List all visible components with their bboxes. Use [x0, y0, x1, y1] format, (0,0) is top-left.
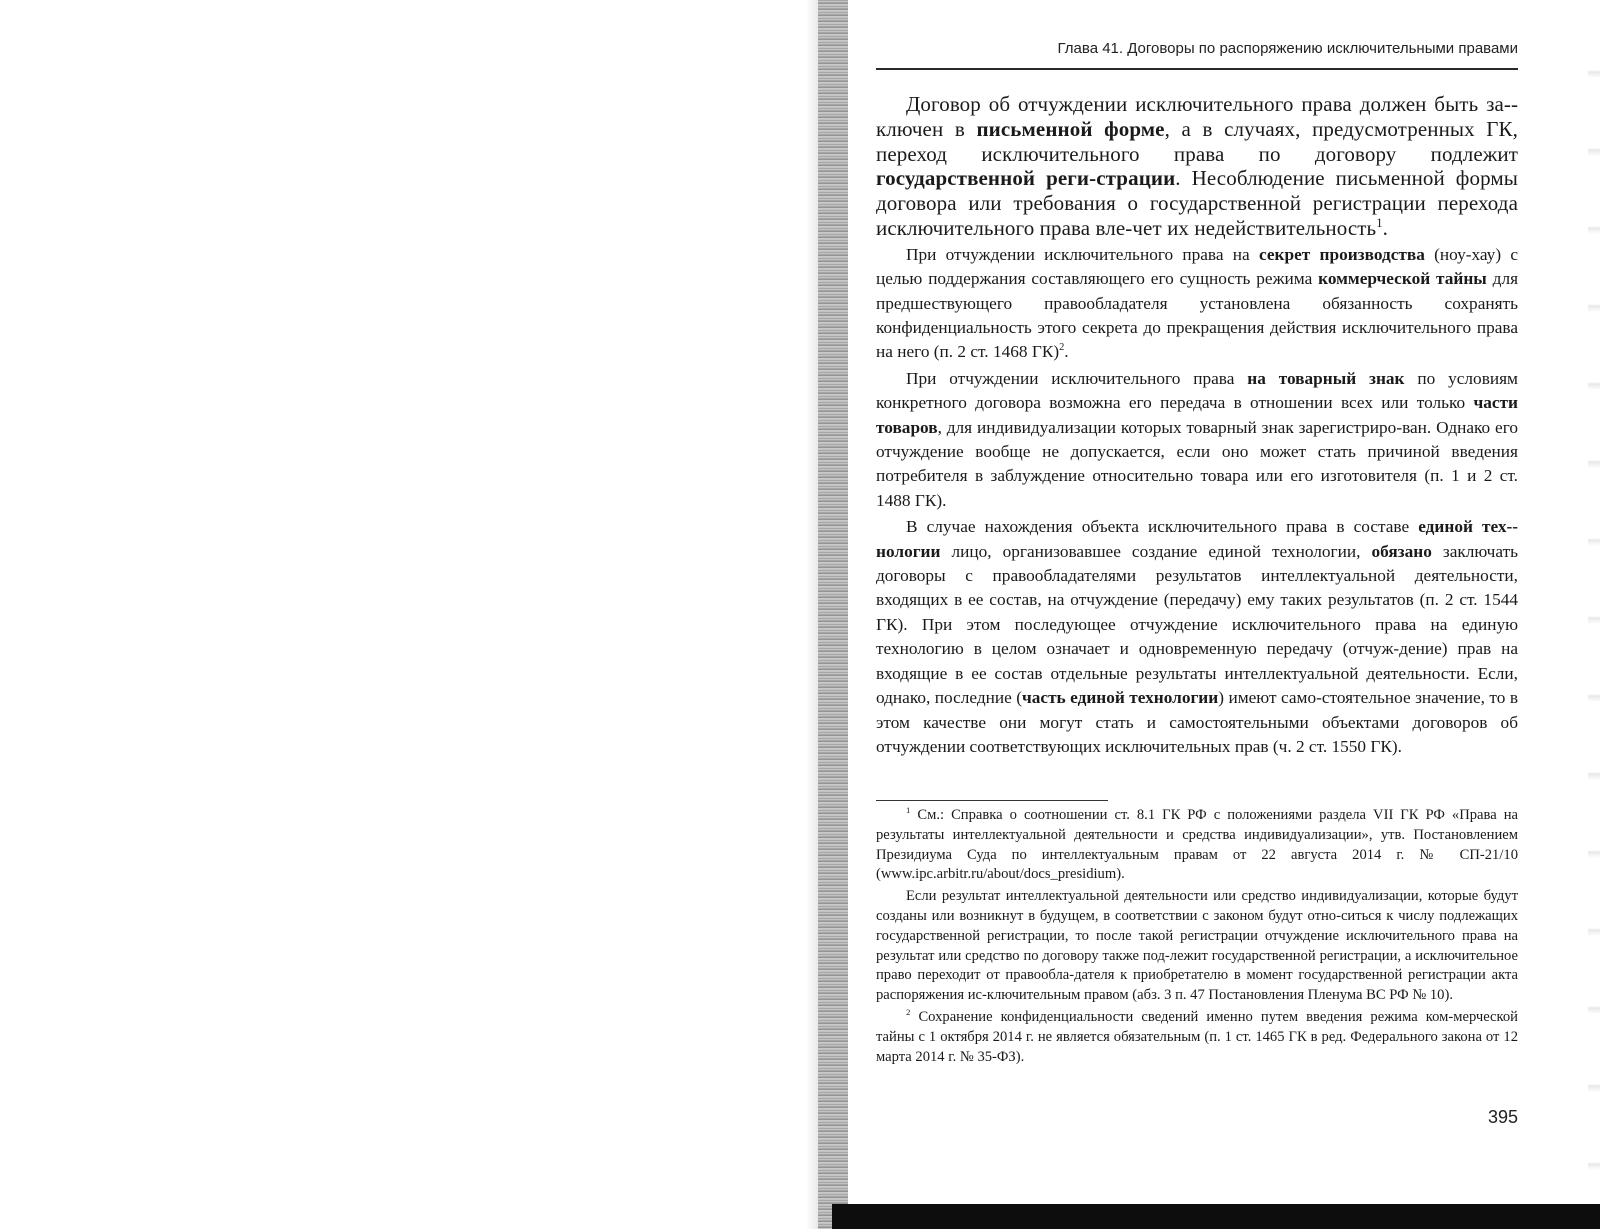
- text-run: При отчуждении исключительного права: [906, 368, 1248, 388]
- footnote-ref: 2: [906, 1007, 911, 1018]
- text-run: , для индивидуализации которых товарный знак зарегистриро-ван. Однако его отчуждение вообще не допускается, если оно может стать причиной введения потребителя в заблуждение относительно товара или его изготовителя (п. 1 и 2 ст. 1488 ГК).: [876, 417, 1518, 510]
- text-run: См.: Справка о соотношении ст. 8.1 ГК РФ с положениями раздела VII ГК РФ «Права на результаты интеллектуальной деятельности и средства индивидуализации», утв. Постановлением Президиума Суда по интеллектуальным правам от 22 августа 2014 г. № СП-21/10 (www.ipc.arbitr.ru/about/docs_presidium).: [876, 807, 1518, 883]
- book-spine-edge: [818, 0, 848, 1229]
- text-run: Договор об отчуждении исключительного права должен быть за-ключен в: [876, 92, 1518, 141]
- text-run: Если результат интеллектуальной деятельности или средство индивидуализации, которые будут созданы или возникнут в будущем, в соответствии с законом будут отно-ситься к числу подлежащих государственной регистрации, то после такой регистрации отчуждение исключительного права на результат или средство по договору также под-лежит государственной регистрации, а исключительное право переходит от правообла-дателя к приобретателю в момент государственной регистрации акта распоряжения ис-ключительным правом (абз. 3 п. 47 Постановления Пленума ВС РФ № 10).: [876, 888, 1518, 1004]
- text-run: для предшествующего правообладателя установлена обязанность сохранять конфиденциальность этого секрета до прекращения действия исключительного права на него (п. 2 ст. 1468 ГК): [876, 269, 1519, 362]
- bold-term: часть единой технологии: [1022, 688, 1219, 708]
- footnote-separator: [876, 800, 1108, 801]
- text-run: по условиям конкретного договора возможна его передача в отношении всех или только: [876, 368, 1518, 413]
- bold-term: обязано: [1371, 541, 1432, 561]
- text-run: Сохранение конфиденциальности сведений именно путем введения режима ком-мерческой тайны с 1 октября 2014 г. не является обязательным (п. 1 ст. 1465 ГК в ред. Федерального закона от 12 марта 2014 г. № 35-ФЗ).: [876, 1008, 1518, 1065]
- text-run: . Несоблюдение письменной формы договора или требования о государственной регистрации перехода исключительного права вле-чет их недействительность: [876, 166, 1518, 240]
- footnote: [876, 806, 1518, 885]
- page-right-edge: [1588, 0, 1600, 1204]
- bold-term: на товарный знак: [1247, 368, 1405, 388]
- paragraph: [876, 515, 1518, 759]
- paragraph: [876, 243, 1518, 365]
- footnote-ref: 1: [906, 805, 911, 816]
- bold-term: части товаров: [876, 393, 1518, 437]
- bold-term: единой тех-нологии: [876, 517, 1518, 561]
- bold-term: коммерческой тайны: [1318, 269, 1487, 289]
- bold-term: письменной форме: [976, 116, 1165, 141]
- footnotes: [876, 806, 1518, 1069]
- text-run: .: [1382, 215, 1388, 240]
- text-run: При отчуждении исключительного права на: [906, 244, 1259, 264]
- paragraph: [876, 367, 1518, 513]
- footnote: [876, 1008, 1518, 1067]
- paragraph: [876, 92, 1518, 241]
- text-run: заключать договоры с правообладателями результатов интеллектуальной деятельности, входящих в ее состав, на отчуждение (передачу) ему таких результатов (п. 2 ст. 1544 ГК). При этом последующее отчуждение исключительного права на единую технологию в целом означает и одновременную передачу (отчуж-дение) прав на входящие в ее состав отдельные результаты интеллектуальной деятельности. Если, однако, последние (: [876, 541, 1519, 708]
- page-number: 395: [1487, 1107, 1518, 1127]
- text-run: .: [1064, 342, 1069, 362]
- bold-term: государственной реги-страции: [876, 166, 1176, 191]
- text-run: В случае нахождения объекта исключительного права в составе: [906, 517, 1419, 537]
- bold-term: секрет производства: [1258, 244, 1425, 264]
- running-head: Глава 41. Договоры по распоряжению исключительными правами: [1057, 40, 1518, 57]
- footnote: [876, 887, 1518, 1006]
- text-run: лицо, организовавшее создание единой технологии,: [940, 541, 1372, 561]
- header-rule: [876, 68, 1518, 70]
- text-run: (ноу-хау) с целью поддержания составляющего его сущность режима: [876, 244, 1518, 289]
- text-run: ) имеют само-стоятельное значение, то в этом качестве они могут стать и самостоятельными объектами договоров об отчуждении соответствующих исключительных прав (ч. 2 ст. 1550 ГК).: [876, 688, 1518, 756]
- footnote-ref: 2: [1059, 342, 1065, 354]
- text-run: , а в случаях, предусмотренных ГК, переход исключительного права по договору подлежит: [876, 116, 1518, 166]
- footnote-ref: 1: [1376, 215, 1383, 230]
- scan-bottom-border: [832, 1204, 1600, 1229]
- body-text: [876, 92, 1518, 759]
